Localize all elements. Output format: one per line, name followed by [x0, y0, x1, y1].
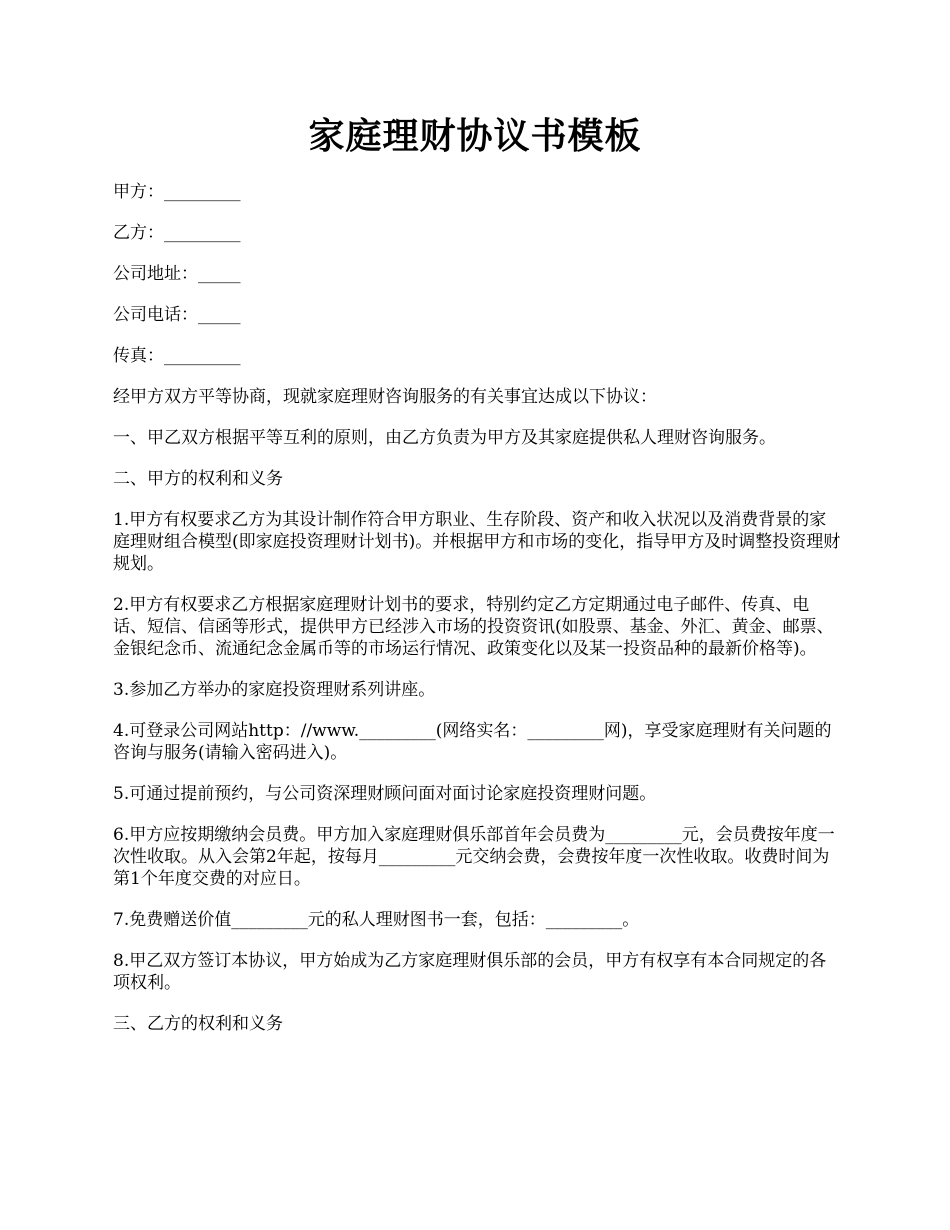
preamble-paragraph: 经甲方双方平等协商，现就家庭理财咨询服务的有关事宜达成以下协议： — [113, 387, 657, 407]
party-a-field: 甲方：_________ — [113, 182, 241, 202]
clause-6-paragraph: 6.甲方应按期缴纳会员费。甲方加入家庭理财俱乐部首年会员费为_________元，会员费按年度一次性收取。从入会第2年起，按每月_________元交纳会费，会费按年度一次性收取。收费时间为第1个年度交费的对应日。 — [113, 825, 835, 889]
party-b-field: 乙方：_________ — [113, 223, 241, 243]
clause-3-paragraph: 3.参加乙方举办的家庭投资理财系列讲座。 — [113, 680, 436, 700]
fax-field: 传真：_________ — [113, 346, 241, 366]
company-address-field: 公司地址：_____ — [113, 264, 241, 284]
clause-8-paragraph: 8.甲乙双方签订本协议，甲方始成为乙方家庭理财俱乐部的会员，甲方有权享有本合同规定的各项权利。 — [113, 951, 827, 993]
section-three-heading: 三、乙方的权利和义务 — [113, 1014, 283, 1034]
section-one-paragraph: 一、甲乙双方根据平等互利的原则，由乙方负责为甲方及其家庭提供私人理财咨询服务。 — [113, 428, 776, 448]
section-two-heading: 二、甲方的权利和义务 — [113, 469, 283, 489]
document-body — [113, 181, 843, 1054]
clause-5-paragraph: 5.可通过提前预约，与公司资深理财顾问面对面讨论家庭投资理财问题。 — [113, 784, 657, 804]
clause-7-paragraph: 7.免费赠送价值_________元的私人理财图书一套，包括：_________。 — [113, 910, 640, 930]
document-title: 家庭理财协议书模板 — [308, 115, 642, 157]
clause-1-paragraph: 1.甲方有权要求乙方为其设计制作符合甲方职业、生存阶段、资产和收入状况以及消费背景的家庭理财组合模型(即家庭投资理财计划书)。并根据甲方和市场的变化，指导甲方及时调整投资理财规划。 — [113, 510, 841, 574]
clause-2-paragraph: 2.甲方有权要求乙方根据家庭理财计划书的要求，特别约定乙方定期通过电子邮件、传真、电话、短信、信函等形式，提供甲方已经涉入市场的投资资讯(如股票、基金、外汇、黄金、邮票、金银纪念币、流通纪念金属币等的市场运行情况、政策变化以及某一投资品种的最新价格等)。 — [113, 595, 834, 659]
clause-4-paragraph: 4.可登录公司网站http：//www._________(网络实名：_________网)，享受家庭理财有关问题的咨询与服务(请输入密码进入)。 — [113, 721, 832, 763]
company-phone-field: 公司电话：_____ — [113, 305, 241, 325]
